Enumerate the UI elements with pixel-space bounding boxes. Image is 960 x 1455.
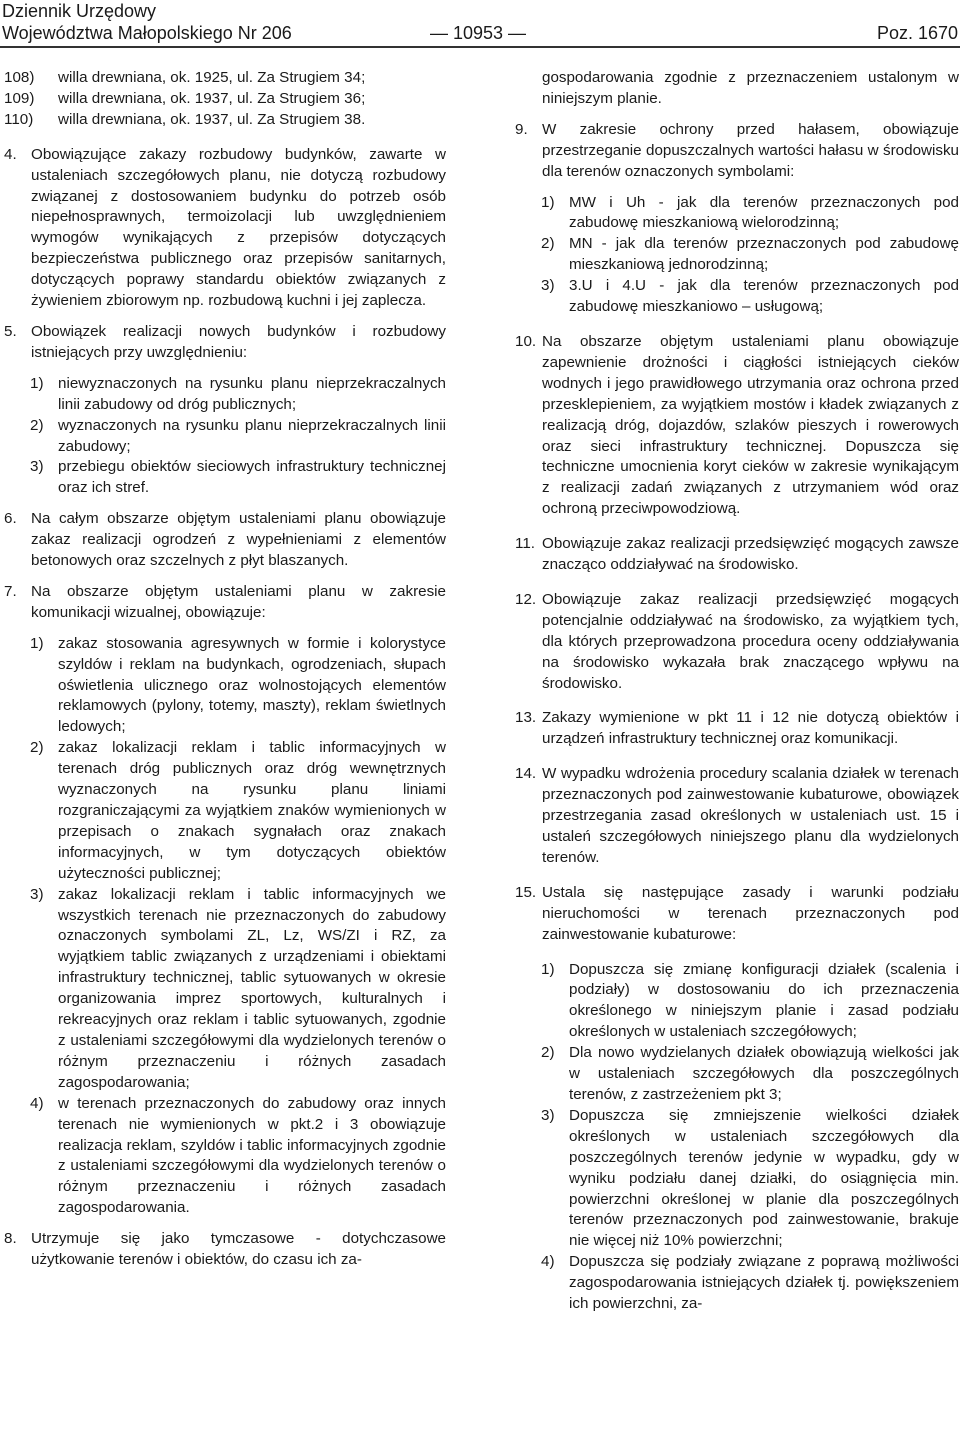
journal-subtitle: Województwa Małopolskiego Nr 206	[2, 23, 292, 43]
list-item: 1) Dopuszcza się zmianę konfiguracji działek (scalenia i podziały) w dostosowaniu do ich przeznaczenia określonego w niniejszym planie i zasad podziału określonych w ustaleniach szczegółowych;	[541, 960, 959, 1041]
paragraph-15: 15. Ustala się następujące zasady i warunki podziału nieruchomości w terenach przeznaczonych pod zainwestowanie kubaturowe:	[515, 883, 959, 943]
paragraph-5: 5. Obowiązek realizacji nowych budynków i rozbudowy istniejących przy uwzględnieniu:	[4, 322, 446, 361]
list-item: 3) 3.U i 4.U - jak dla terenów przeznaczonych pod zabudowę mieszkaniowo – usługową;	[541, 277, 959, 316]
list-item: 1) niewyznaczonych na rysunku planu nieprzekraczalnych linii zabudowy od dróg publicznych;	[30, 374, 446, 413]
journal-title: Dziennik Urzędowy	[2, 1, 157, 21]
list-item: 3) przebiegu obiektów sieciowych infrastruktury technicznej oraz ich stref.	[30, 458, 446, 497]
paragraph-14: 14. W wypadku wdrożenia procedury scalania działek w terenach przeznaczonych pod zainwestowanie kubaturowe, obowiązek przestrzegania zasad określonych w ustaleniach ust. 15 i ustaleń szczegółowych niniejszego planu dla wydzielonych terenów.	[515, 765, 959, 866]
list-item: 2) MN - jak dla terenów przeznaczonych pod zabudowę mieszkaniową jednorodzinną;	[541, 235, 959, 274]
paragraph-continuation: gospodarowania zgodnie z przeznaczeniem ustalonym w niniejszym planie.	[542, 69, 959, 107]
header-rule	[0, 46, 960, 48]
position-number: Poz. 1670	[876, 23, 958, 43]
list-item: 2) zakaz lokalizacji reklam i tablic informacyjnych w terenach dróg publicznych oraz dróg wewnętrznych wyznaczonych na rysunku planu liniami rozgraniczającymi za wyjątkiem znaków wymienionych w przepisach o znakach sygnałach oraz znakach informacyjnych, w tym dotyczących obiektów użyteczności publicznej;	[30, 739, 446, 882]
list-item: 3) zakaz lokalizacji reklam i tablic informacyjnych we wszystkich terenach nie przeznaczonych do zabudowy oznaczonych symbolami ZL, Lz, WS/ZI i RZ, za wyjątkiem tablic związanych z urządzeniami i obiektami infrastruktury technicznej, tablic sytuowanych w okresie organizowania imprez sportowych, kulturalnych i rekreacyjnych oraz reklam i tablic sytuowanych, zgodnie z ustaleniami szczegółowymi dla wydzielonych terenów o różnym przeznaczeniu i różnych zasadach zagospodarowania;	[30, 885, 446, 1091]
left-column	[4, 68, 446, 1271]
paragraph-11: 11. Obowiązuje zakaz realizacji przedsięwzięć mogących zawsze znacząco oddziaływać na środowisko.	[515, 535, 959, 574]
paragraph-13: 13. Zakazy wymienione w pkt 11 i 12 nie dotyczą obiektów i urządzeń infrastruktury technicznej oraz komunikacji.	[515, 709, 959, 748]
list-item: 4) w terenach przeznaczonych do zabudowy oraz innych terenach nie wymienionych w pkt.2 i 3 obowiązuje realizacja reklam, szyldów i tablic informacyjnych zgodnie z ustaleniami szczegółowymi dla wydzielonych terenów o różnym przeznaczeniu i różnych zasadach zagospodarowania.	[30, 1094, 446, 1217]
list-item: 4) Dopuszcza się podziały związane z poprawą możliwości zagospodarowania istniejących działek tj. powiększeniem ich powierzchni, za-	[541, 1253, 959, 1313]
paragraph-4: 4. Obowiązujące zakazy rozbudowy budynków, zawarte w ustaleniach szczegółowych planu, nie dotyczą rozbudowy związanej z dostosowaniem budynku do potrzeb osób niepełnosprawnych, termoizolacji lub uwzględnieniem wymogów wynikających z przepisów dotyczących bezpieczeństwa publicznego oraz przepisów sanitarnych, dotyczących poprawy standardu obiektów związanych z żywieniem zbiorowym np. rozbudową kuchni i jej zaplecza.	[4, 145, 446, 310]
page-number: — 10953 —	[430, 23, 527, 43]
paragraph-10: 10. Na obszarze objętym ustaleniami planu obowiązuje zapewnienie drożności i ciągłości istniejących cieków wodnych i jego prawidłowego utrzymania oraz ochrona przed przesklepieniem, za wyjątkiem mostów i kładek związanych z realizacją dróg, dojazdów, szlaków pieszych i rowerowych oraz sieci infrastruktury technicznej. Dopuszcza się techniczne umocnienia koryt cieków w zakresie wynikającym z realizacji zadań związanych z utrzymaniem wód oraz ochroną przeciwpowodziową.	[515, 332, 959, 518]
list-item: 3) Dopuszcza się zmniejszenie wielkości działek określonych w ustaleniach szczegółowych dla poszczególnych terenów jedynie w wypadku, gdy w wyniku podziału danej działki, do osiągnięcia min. powierzchni określonej w planie dla poszczególnych terenów przeznaczonych pod zainwestowanie, brakuje nie więcej niż 10% powierzchni;	[541, 1106, 959, 1250]
list-item: 1) MW i Uh - jak dla terenów przeznaczonych pod zabudowę mieszkaniową wielorodzinną;	[541, 193, 959, 232]
paragraph-6: 6. Na całym obszarze objętym ustaleniami planu obowiązuje zakaz realizacji ogrodzeń z wypełnieniami z elementów betonowych oraz szczelnych z płyt blaszanych.	[4, 510, 446, 570]
list-item: 110) willa drewniana, ok. 1937, ul. Za Strugiem 38.	[4, 110, 366, 128]
paragraph-12: 12. Obowiązuje zakaz realizacji przedsięwzięć mogących potencjalnie oddziaływać na środowisko, za wyjątkiem tych, dla których przeprowadzona procedura oceny oddziaływania na środowisko wykazała brak znaczącego wpływu na środowisko.	[515, 590, 959, 692]
right-column	[515, 68, 959, 1315]
list-item: 2) wyznaczonych na rysunku planu nieprzekraczalnych linii zabudowy;	[30, 416, 446, 455]
paragraph-7: 7. Na obszarze objętym ustaleniami planu w zakresie komunikacji wizualnej, obowiązuje:	[4, 582, 446, 621]
list-item: 108) willa drewniana, ok. 1925, ul. Za Strugiem 34;	[4, 69, 366, 86]
paragraph-9: 9. W zakresie ochrony przed hałasem, obowiązuje przestrzeganie dopuszczalnych wartości hałasu w środowisku dla terenów oznaczonych symbolami:	[515, 120, 959, 180]
list-item: 1) zakaz stosowania agresywnych w formie i kolorystyce szyldów i reklam na budynkach, ogrodzeniach, słupach oświetlenia ulicznego oraz wolnostojących elementów reklamowych (pylony, totemy, maszty), reklam świetlnych ledowych;	[30, 634, 446, 736]
paragraph-8: 8. Utrzymuje się jako tymczasowe - dotychczasowe użytkowanie terenów i obiektów, do czasu ich za-	[4, 1230, 446, 1269]
page-header	[0, 0, 960, 48]
list-item: 109) willa drewniana, ok. 1937, ul. Za Strugiem 36;	[4, 89, 366, 107]
list-item: 2) Dla nowo wydzielanych działek obowiązują wielkości jak w ustaleniach szczegółowych dla poszczególnych terenów, z zastrzeżeniem pkt 3;	[541, 1044, 959, 1103]
